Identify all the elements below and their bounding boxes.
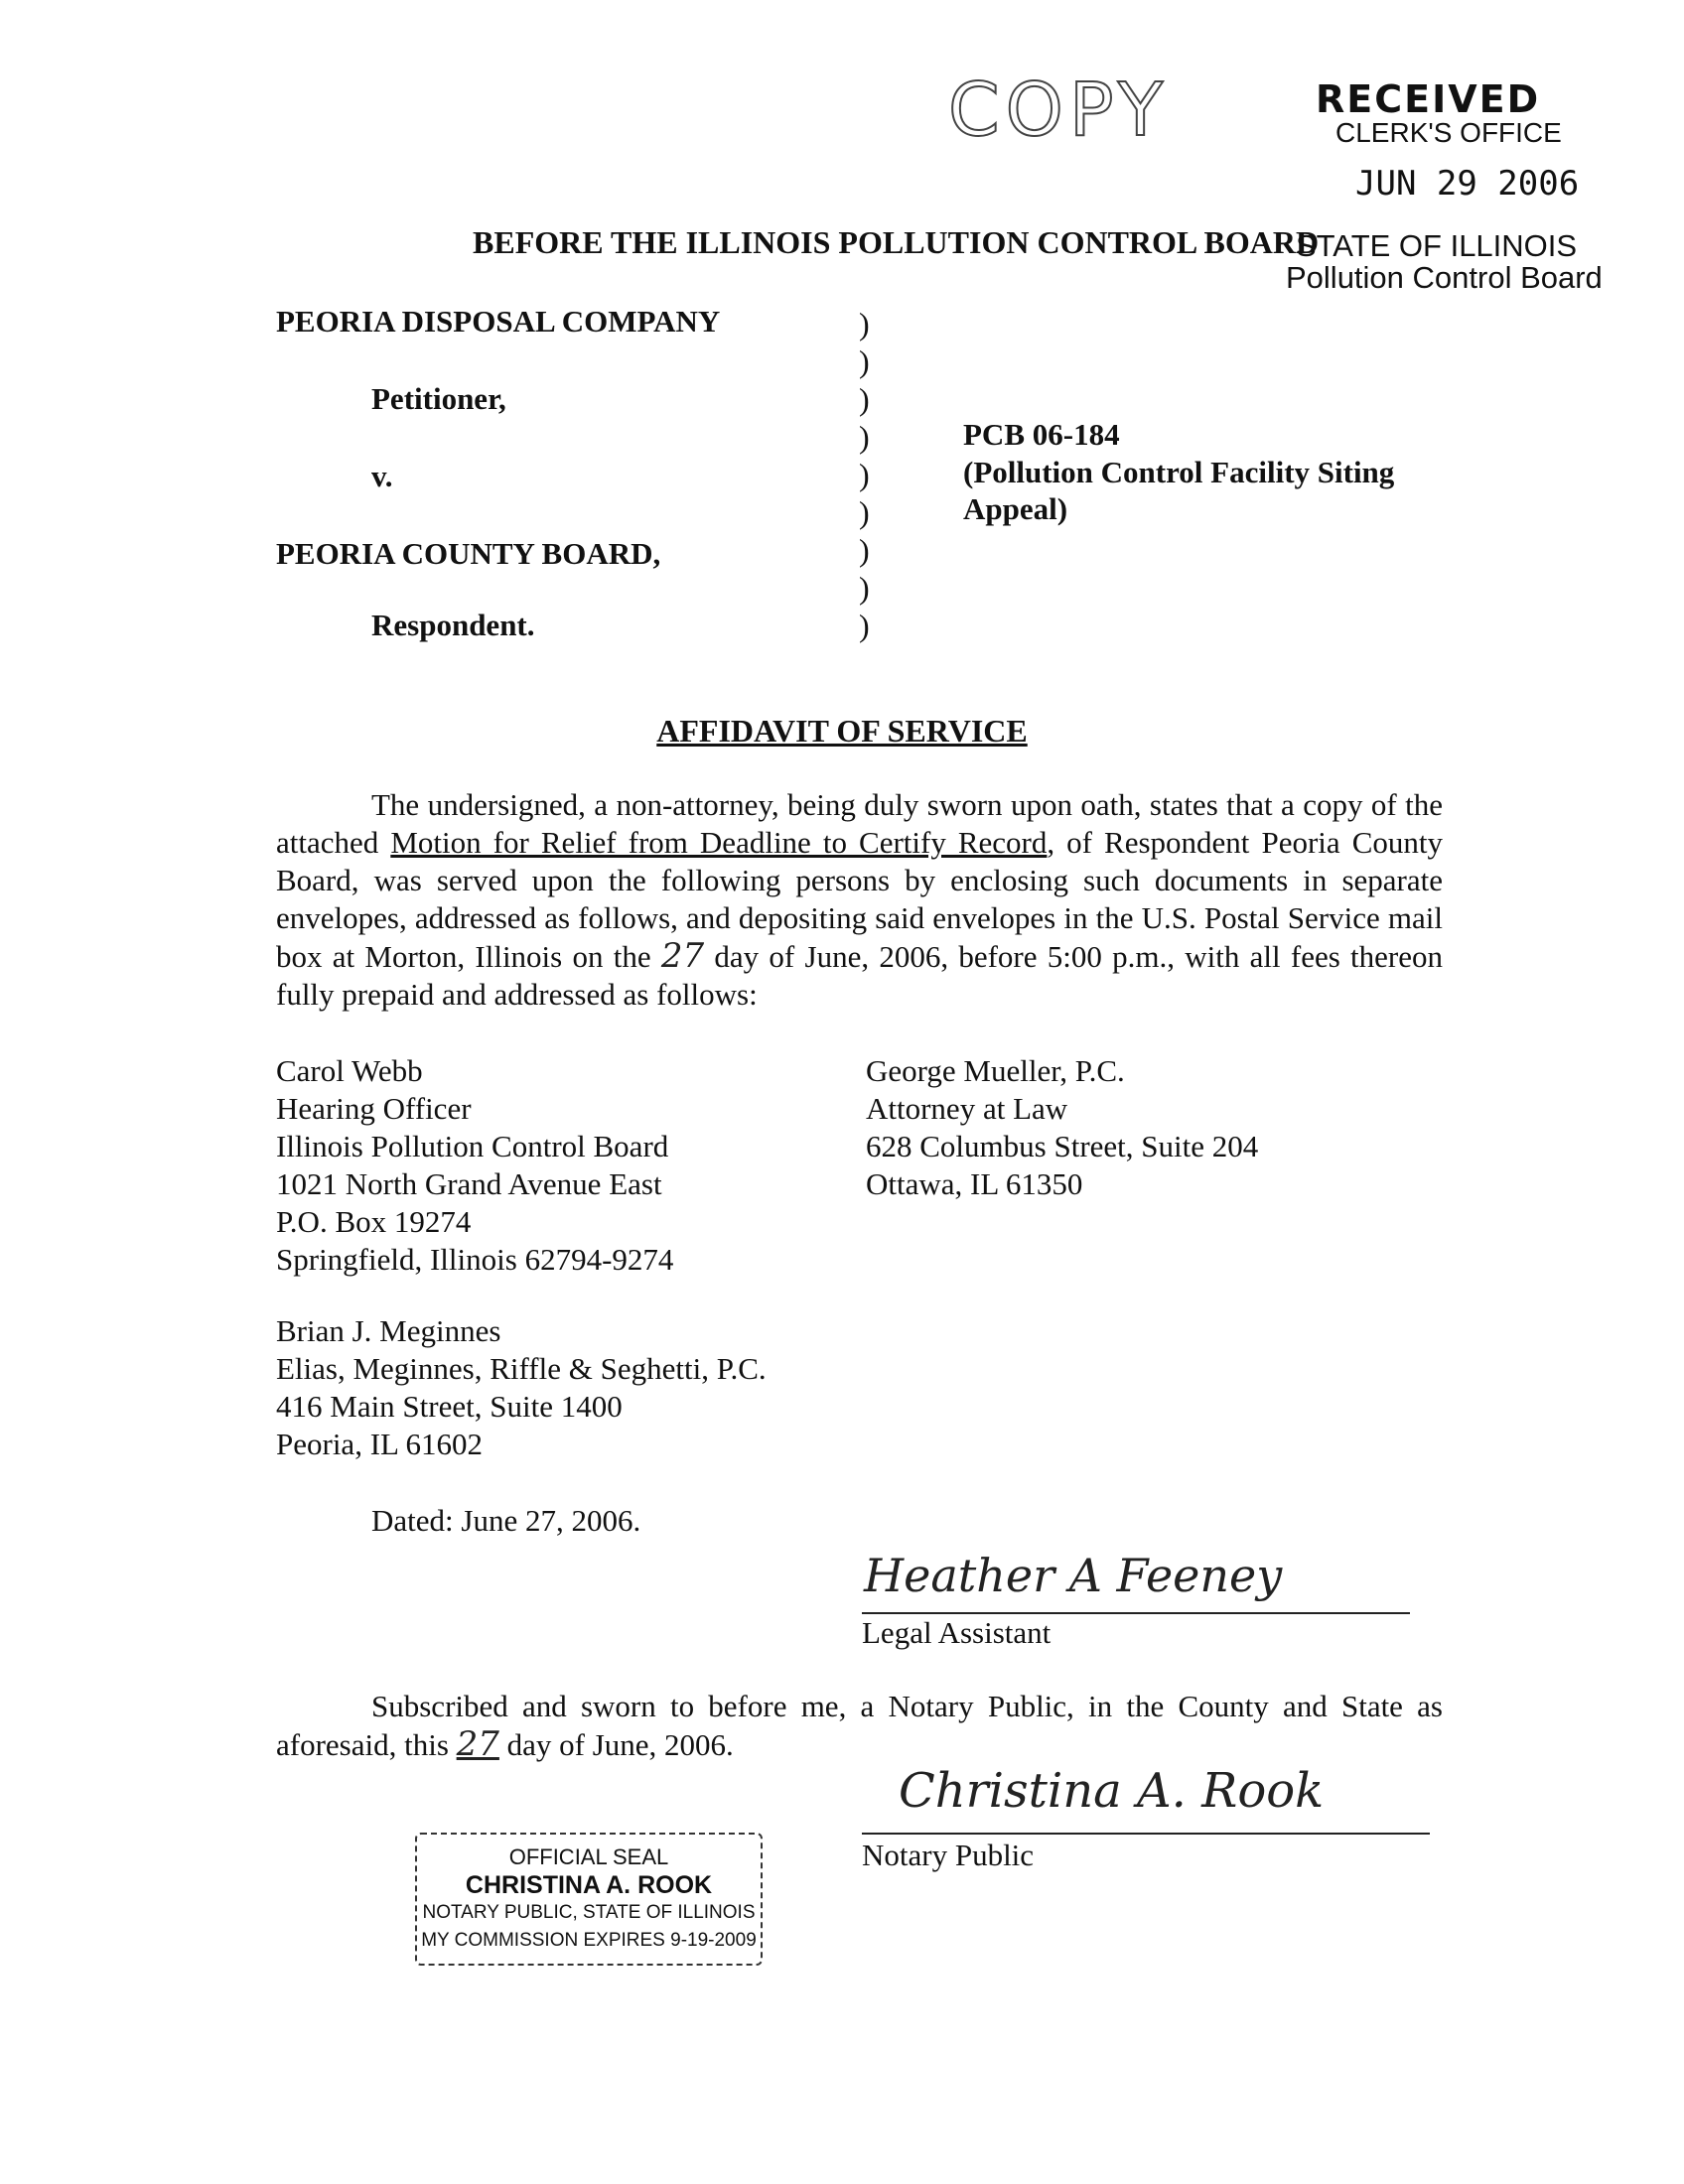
signature-line [862,1833,1430,1835]
paragraph-text: day of June, 2006, before 5:00 p.m., with all fees thereon fully prepaid and addressed as follows: [276,939,1443,1012]
caption-paren: ) [859,306,870,341]
address-line: George Mueller, P.C. [866,1053,1125,1088]
caption-paren: ) [859,457,870,492]
petitioner-name: PEORIA DISPOSAL COMPANY [276,304,721,339]
received-date-stamp: JUN 29 2006 [1355,164,1580,204]
state-stamp: STATE OF ILLINOIS [1296,228,1578,263]
address-line: Illinois Pollution Control Board [276,1129,669,1163]
respondent-name: PEORIA COUNTY BOARD, [276,536,661,571]
handwritten-day: 27 [660,936,705,976]
notary-signature: Christina A. Rook [899,1763,1325,1819]
address-line: Carol Webb [276,1053,423,1088]
notary-seal [415,1833,763,1966]
received-stamp: RECEIVED [1316,77,1541,121]
seal-line: CHRISTINA A. ROOK [465,1871,713,1899]
dated-line: Dated: June 27, 2006. [371,1503,641,1538]
signer-title: Legal Assistant [862,1615,1052,1650]
notary-paragraph [276,1688,1443,1764]
recipient-address-3 [276,1312,767,1463]
address-line: Hearing Officer [276,1091,472,1126]
petitioner-role: Petitioner, [371,381,506,416]
paragraph-text: , of Respondent Peoria County Board, was served upon the following persons by enclosing such documents in separate envelopes, addressed as follows, and depositing said envelopes in the U.S. Postal Service mail box at Morton, Illinois on the [276,825,1443,974]
recipient-address-2 [866,1052,1258,1203]
address-line: Brian J. Meginnes [276,1313,501,1348]
paragraph-text: The undersigned, a non-attorney, being duly sworn upon oath, states that a copy of the attached [276,787,1443,860]
caption-paren: ) [859,381,870,417]
legal-assistant-signature: Heather A Feeney [864,1549,1283,1602]
court-heading: BEFORE THE ILLINOIS POLLUTION CONTROL BOARD [473,224,1320,260]
case-type-line2: Appeal) [963,491,1068,526]
versus: v. [371,459,393,493]
notary-title: Notary Public [862,1838,1035,1872]
caption-paren: ) [859,608,870,643]
address-line: Springfield, Illinois 62794-9274 [276,1242,674,1277]
address-line: 1021 North Grand Avenue East [276,1166,662,1201]
address-line: Peoria, IL 61602 [276,1427,484,1461]
recipient-address-1 [276,1052,673,1279]
address-line: Attorney at Law [866,1091,1068,1126]
caption-paren: ) [859,570,870,606]
caption-paren: ) [859,494,870,530]
caption-paren: ) [859,419,870,455]
paragraph-text: Subscribed and sworn to before me, a Notary Public, in the County and State as aforesaid, this [276,1689,1443,1762]
respondent-role: Respondent. [371,608,535,642]
caption-paren: ) [859,532,870,568]
address-line: 628 Columbus Street, Suite 204 [866,1129,1259,1163]
paragraph-text: day of June, 2006. [498,1727,734,1762]
seal-line: NOTARY PUBLIC, STATE OF ILLINOIS [422,1902,756,1923]
seal-line: OFFICIAL SEAL [508,1844,669,1869]
address-line: Elias, Meginnes, Riffle & Seghetti, P.C. [276,1351,767,1386]
address-line: P.O. Box 19274 [276,1204,472,1239]
caption-paren: ) [859,343,870,379]
address-line: 416 Main Street, Suite 1400 [276,1389,623,1424]
affidavit-paragraph [276,786,1443,1014]
document-title: AFFIDAVIT OF SERVICE [656,713,1028,749]
case-number: PCB 06-184 [963,417,1120,452]
address-line: Ottawa, IL 61350 [866,1166,1083,1201]
clerk-office-stamp: CLERK'S OFFICE [1335,117,1562,148]
case-type-line1: (Pollution Control Facility Siting [963,455,1395,489]
copy-stamp: COPY [948,68,1170,153]
handwritten-day: 27 [456,1724,499,1764]
motion-title: Motion for Relief from Deadline to Certify Record [390,825,1048,860]
seal-line: MY COMMISSION EXPIRES 9-19-2009 [421,1930,757,1951]
board-stamp: Pollution Control Board [1286,260,1603,295]
